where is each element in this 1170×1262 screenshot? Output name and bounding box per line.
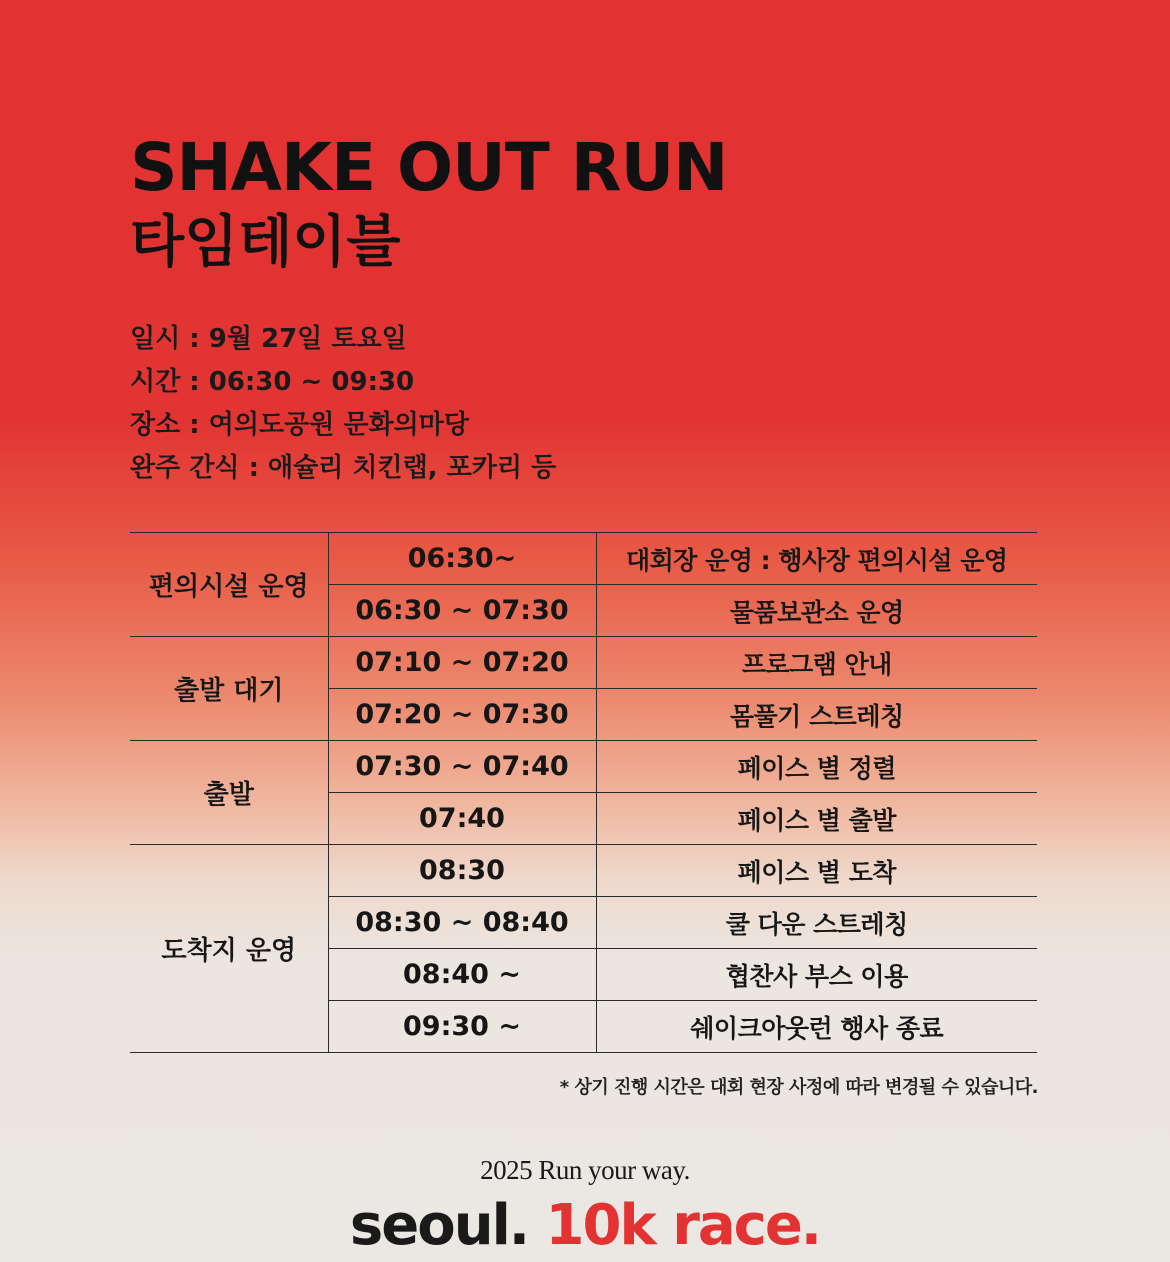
category-cell: 출발 대기 (130, 637, 328, 741)
category-cell: 출발 (130, 741, 328, 845)
category-cell: 편의시설 운영 (130, 533, 328, 637)
time-cell: 08:40 ~ (328, 949, 596, 1001)
info-time: 시간 : 06:30 ~ 09:30 (130, 367, 415, 397)
table-row (130, 637, 1037, 689)
info-snack: 완주 간식 : 애슐리 치킨랩, 포카리 등 (130, 453, 557, 483)
description-cell: 몸풀기 스트레칭 (596, 689, 1037, 741)
time-cell: 07:40 (328, 793, 596, 845)
event-title: SHAKE OUT RUN (130, 129, 728, 206)
table-row (130, 845, 1037, 897)
time-cell: 07:20 ~ 07:30 (328, 689, 596, 741)
race-logo (0, 1193, 1170, 1259)
timetable-title: 타임테이블 (130, 210, 401, 275)
description-cell: 페이스 별 출발 (596, 793, 1037, 845)
time-cell: 07:10 ~ 07:20 (328, 637, 596, 689)
info-date: 일시 : 9월 27일 토요일 (130, 324, 407, 354)
tagline: 2025 Run your way. (480, 1155, 690, 1185)
description-cell: 협찬사 부스 이용 (596, 949, 1037, 1001)
time-cell: 08:30 (328, 845, 596, 897)
time-cell: 07:30 ~ 07:40 (328, 741, 596, 793)
table-row (130, 533, 1037, 585)
event-info-list (130, 318, 556, 490)
table-row (130, 741, 1037, 793)
description-cell: 페이스 별 도착 (596, 845, 1037, 897)
description-cell: 물품보관소 운영 (596, 585, 1037, 637)
time-cell: 09:30 ~ (328, 1001, 596, 1053)
time-cell: 06:30 ~ 07:30 (328, 585, 596, 637)
schedule-change-note: * 상기 진행 시간은 대회 현장 사정에 따라 변경될 수 있습니다. (559, 1077, 1038, 1098)
time-cell: 08:30 ~ 08:40 (328, 897, 596, 949)
info-location: 장소 : 여의도공원 문화의마당 (130, 410, 469, 440)
timetable (130, 532, 1037, 1053)
logo-race-text: 10k race. (545, 1193, 821, 1258)
category-cell: 도착지 운영 (130, 845, 328, 1053)
description-cell: 프로그램 안내 (596, 637, 1037, 689)
logo-city-text: seoul. (349, 1193, 529, 1258)
description-cell: 대회장 운영 : 행사장 편의시설 운영 (596, 533, 1037, 585)
description-cell: 페이스 별 정렬 (596, 741, 1037, 793)
description-cell: 쉐이크아웃런 행사 종료 (596, 1001, 1037, 1053)
time-cell: 06:30~ (328, 533, 596, 585)
description-cell: 쿨 다운 스트레칭 (596, 897, 1037, 949)
